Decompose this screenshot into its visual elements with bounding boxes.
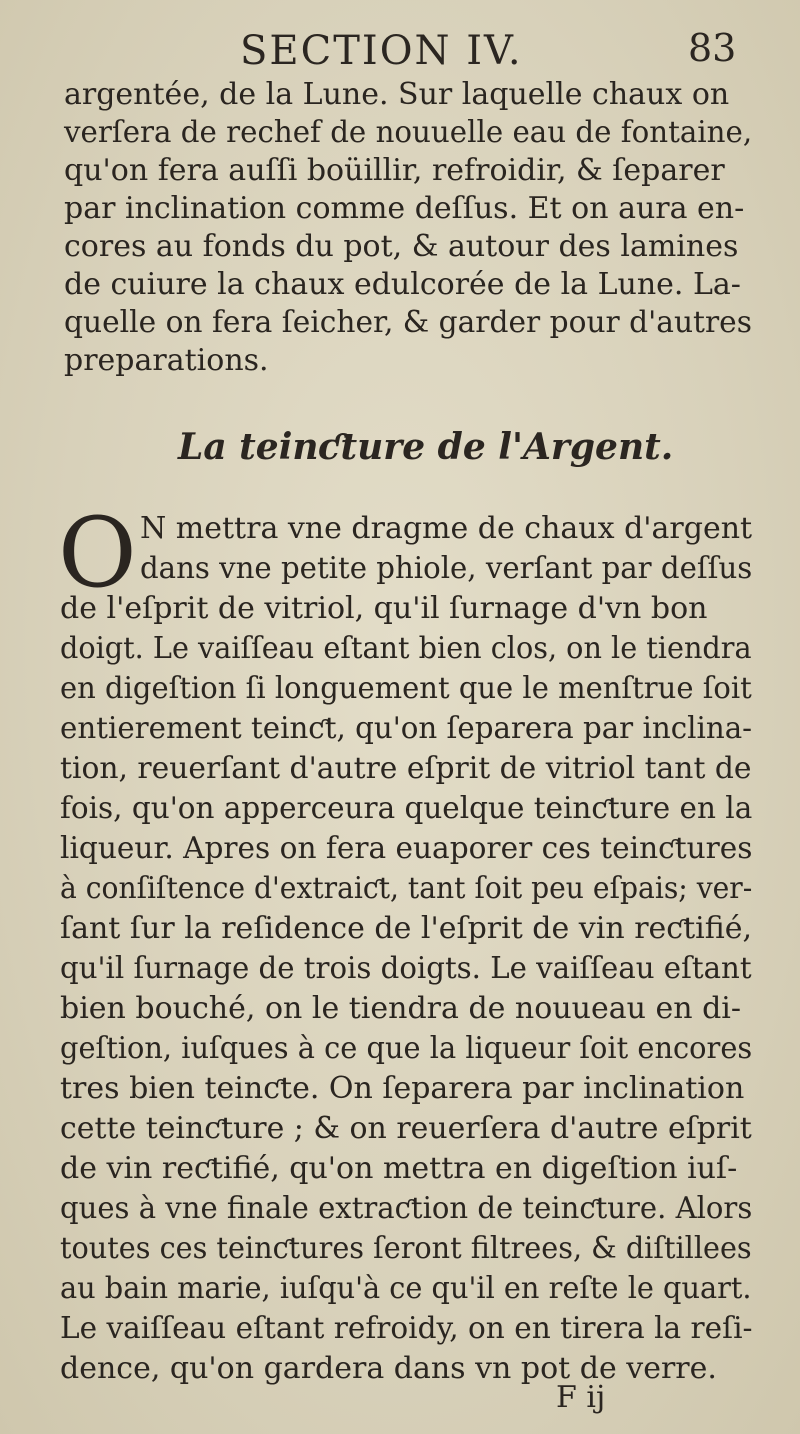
text-line: dence, qu'on gardera dans vn pot de verre. — [60, 1351, 717, 1386]
text-line: fois, qu'on apperceura quelque teinƈture en la — [60, 791, 753, 826]
signature-mark: F ij — [556, 1380, 606, 1415]
text-line: geſtion, iuſques à ce que la liqueur ſoit encores — [60, 1031, 753, 1066]
text-line: doigt. Le vaiſſeau eſtant bien clos, on le tiendra — [60, 631, 752, 666]
section-title: La teinƈture de l'Argent. — [178, 426, 674, 468]
text-line: N mettra vne dragme de chaux d'argent — [140, 511, 753, 546]
page-header — [0, 22, 800, 78]
text-line: dans vne petite phiole, verſant par deſſus — [140, 551, 753, 586]
text-line: ques à vne finale extraƈtion de teinƈture. Alors — [60, 1191, 753, 1226]
drop-cap: O — [58, 497, 137, 609]
text-line: de vin reƈtifié, qu'on mettra en digeſtion iuſ- — [60, 1151, 738, 1186]
text-line: à conſiſtence d'extraiƈt, tant ſoit peu eſpais; ver- — [60, 871, 753, 906]
text-line: ſant ſur la reſidence de l'eſprit de vin reƈtifié, — [60, 911, 753, 946]
text-line: liqueur. Apres on fera euaporer ces teinƈtures — [60, 831, 753, 866]
page-number: 83 — [688, 26, 737, 70]
text-line: Le vaiſſeau eſtant refroidy, on en tirera la reſi- — [60, 1311, 753, 1346]
text-line: en digeſtion ſi longuement que le menſtrue ſoit — [60, 671, 752, 706]
text-line: bien bouché, on le tiendra de nouueau en di- — [60, 991, 742, 1026]
text-line: de l'eſprit de vitriol, qu'il ſurnage d'vn bon — [60, 591, 708, 626]
text-line: au bain marie, iuſqu'à ce qu'il en reſte le quart. — [60, 1271, 752, 1306]
running-head: SECTION IV. — [240, 28, 523, 74]
text-line: toutes ces teinƈtures ſeront filtrees, & diſtillees — [60, 1231, 752, 1266]
text-line: verſera de rechef de nouuelle eau de fontaine, — [64, 115, 753, 150]
text-line: qu'on fera auſſi boüillir, refroidir, & ſeparer — [64, 153, 725, 188]
text-line: cette teinƈture ; & on reuerſera d'autre eſprit — [60, 1111, 752, 1146]
text-line: entierement teinƈt, qu'on ſeparera par inclina- — [60, 711, 753, 746]
text-line: par inclination comme deſſus. Et on aura en- — [64, 191, 745, 226]
text-line: cores au fonds du pot, & autour des lamines — [64, 229, 739, 264]
text-line: tion, reuerſant d'autre eſprit de vitriol tant de — [60, 751, 752, 786]
text-line: preparations. — [64, 343, 269, 378]
text-line: argentée, de la Lune. Sur laquelle chaux on — [64, 77, 730, 112]
text-line: quelle on fera ſeicher, & garder pour d'autres — [64, 305, 752, 340]
text-line: de cuiure la chaux edulcorée de la Lune. La- — [64, 267, 741, 302]
text-line: tres bien teinƈte. On ſeparera par inclination — [60, 1071, 745, 1106]
text-line: qu'il ſurnage de trois doigts. Le vaiſſeau eſtant — [60, 951, 752, 986]
